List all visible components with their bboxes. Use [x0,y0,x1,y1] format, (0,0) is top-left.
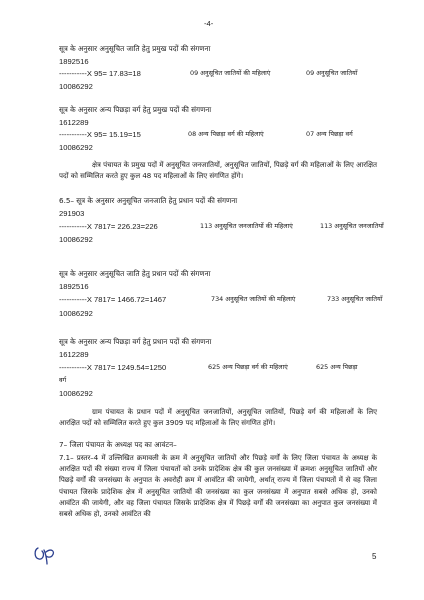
s1-heading: सूत्र के अनुसार अनुसूचित जाति हेतु प्रमुख पदों की संगणना [59,44,211,53]
s1-formula: -----------X 95= 17.83=18 [59,69,141,78]
s4-heading: सूत्र के अनुसार अनुसूचित जाति हेतु प्रधान पदों की संगणना [59,269,211,278]
s1-women-label: 09 अनुसूचित जातियों की महिलाएं [190,69,271,77]
s1-denominator: 10086292 [59,82,93,91]
s2-heading: सूत्र के अनुसार अन्य पिछड़ा वर्ग हेतु प्रमुख पदों की संगणना [59,105,212,114]
s3-numerator: 291903 [59,209,85,218]
s2-women-label: 08 अन्य पिछड़ा वर्ग की महिलाएं [188,130,264,138]
s1-category-label: 09 अनुसूचित जातियाँ [306,69,358,77]
s5-formula: -----------X 7817= 1249.54=1250 [59,363,167,372]
s1-numerator: 1892516 [59,57,89,66]
s2-formula: -----------X 95= 15.19=15 [59,130,141,139]
s2-denominator: 10086292 [59,143,93,152]
s4-numerator: 1892516 [59,282,89,291]
page-number: -4- [204,19,214,28]
s5-category-label-a: 625 अन्य पिछड़ा [316,363,358,371]
s5-category-label-b: वर्ग [59,376,67,384]
footer-page-mark: 5 [372,552,377,561]
s3-category-label: 113 अनुसूचित जनजातियाँ [320,222,384,230]
s4-women-label: 734 अनुसूचित जातियों की महिलाएं [211,295,296,303]
handwritten-signature [32,542,62,566]
s5-heading: सूत्र के अनुसार अन्य पिछड़ा वर्ग हेतु प्रधान पदों की संगणना [59,337,212,346]
s5-numerator: 1612289 [59,350,89,359]
section-7-paragraph: 7.1– प्रस्तर–4 में उल्लिखित क्रमावली के क्रम में अनुसूचित जातियों और पिछड़े वर्गों के लिए जिला पंचायत के अध्यक्ष के आरक्षित पदों की संख्या राज्य में जिला पंचायतों को उनके प्रादेशिक क्षेत्र की कुल जनसंख्या में क्रमशः अनुसूचित जातियों और पिछड़े वर्गों की जनसंख्या के अनुपात के अवरोही क्रम में आवंटित की जायेगी, अर्थात् राज्य में जिला पंचायतों में से वह जिला पंचायत जिसके प्रादेशिक क्षेत्र में अनुसूचित जातियों की जनसंख्या का कुल जनसंख्या में अनुपात सबसे अधिक हो, उनको आवंटित की जायेगी, और वह जिला पंचायत जिसके प्रादेशिक क्षेत्र में पिछड़े वर्गों की जनसंख्या का अनुपात कुल जनसंख्या में सबसे अधिक हो, उनको आवंटित की [59,454,377,519]
s5-women-label: 625 अन्य पिछड़ा वर्ग की महिलाएं [208,363,288,371]
section-7-heading: 7– जिला पंचायत के अध्यक्ष पद का आवंटन– [59,440,177,449]
s4-category-label: 733 अनुसूचित जातियाँ [327,295,383,303]
s3-denominator: 10086292 [59,235,93,244]
s4-formula: -----------X 7817= 1466.72=1467 [59,295,167,304]
s2-category-label: 07 अन्य पिछड़ा वर्ग [306,130,353,138]
summary-paragraph-1: क्षेत्र पंचायत के प्रमुख पदों में अनुसूचित जनजातियों, अनुसूचित जातियों, पिछड़े वर्ग की महिलाओं के लिए आरक्षित पदों को सम्मिलित करते हुए कुल 48 पद महिलाओं के लिए संगणित होंगे। [59,161,377,181]
summary-paragraph-2: ग्राम पंचायत के प्रधान पदों में अनुसूचित जनजातियों, अनुसूचित जातियों, पिछड़े वर्ग की महिलाओं के लिए आरक्षित पदों को सम्मिलित करते हुए कुल 3909 पद महिलाओं के लिए संगणित होंगे। [59,408,377,428]
s3-formula: -----------X 7817= 226.23=226 [59,222,158,231]
s3-women-label: 113 अनुसूचित जनजातियों की महिलाएं [200,222,293,230]
s3-heading: 6.5– सूत्र के अनुसार अनुसूचित जनजाति हेतु प्रधान पदों की संगणना [59,196,238,205]
s4-denominator: 10086292 [59,309,93,318]
s5-denominator: 10086292 [59,389,93,398]
s2-numerator: 1612289 [59,118,89,127]
